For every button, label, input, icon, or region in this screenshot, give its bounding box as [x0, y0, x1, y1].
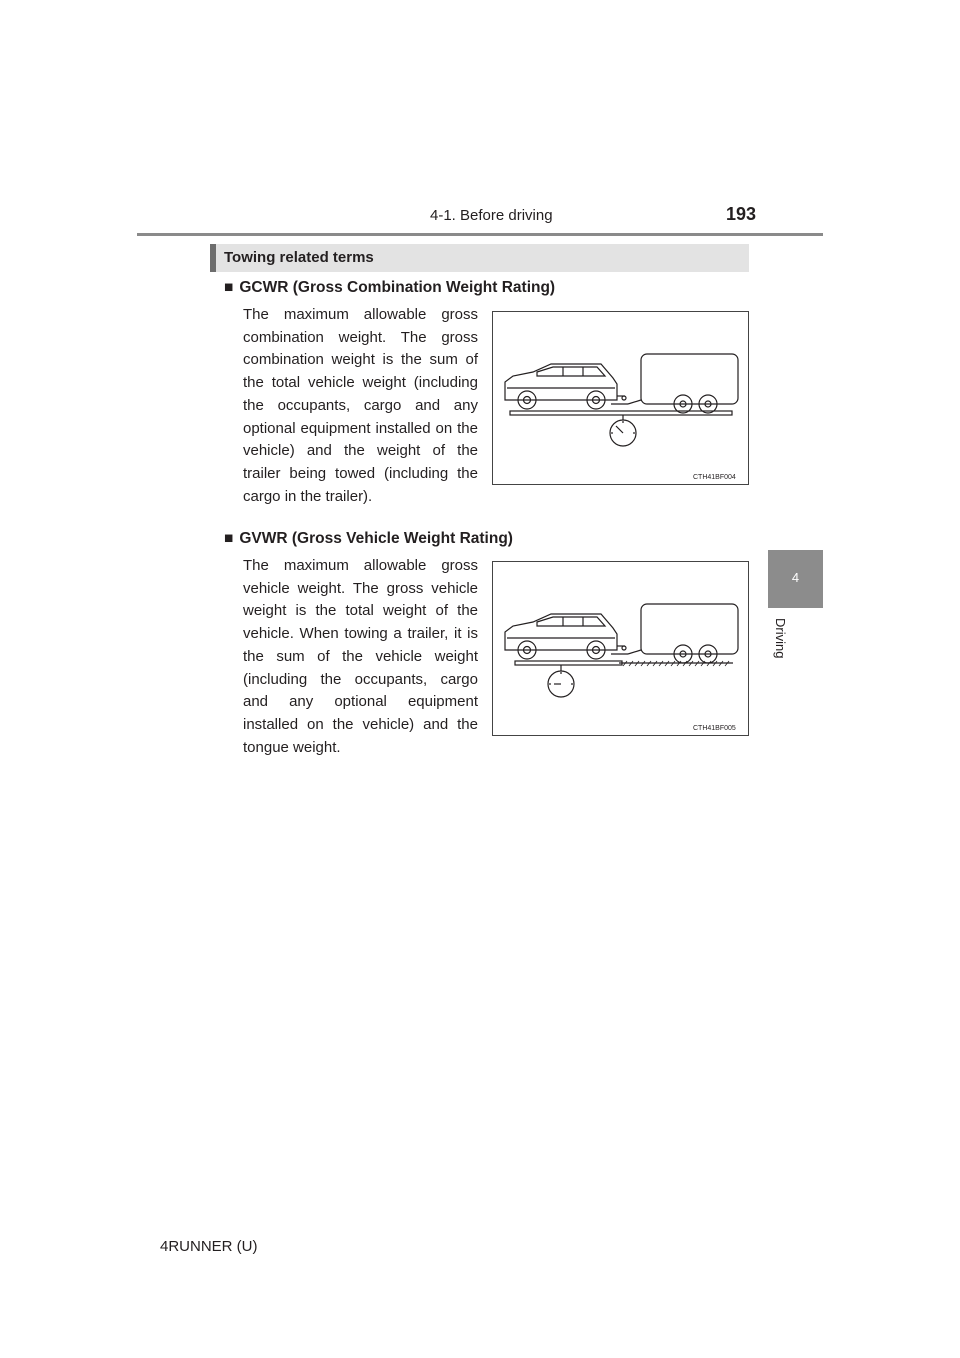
page-number: 193 [726, 204, 757, 224]
vehicle-and-trailer-on-scale-icon [493, 312, 748, 484]
section-header [210, 244, 749, 272]
header-rule [137, 233, 823, 236]
term-body-gcwr: The maximum allowable gross combination weight. The gross combination weight is the sum of the total vehicle weight (including the occupants, cargo and any optional equipment installed on the vehicle) and the weight of the trailer being towed (including the cargo in the trailer). [243, 306, 478, 505]
chapter-name: Driving [773, 618, 788, 659]
section-header-bar [210, 244, 216, 272]
square-bullet-icon: ■ [224, 279, 234, 296]
term-heading-gvwr [224, 530, 513, 548]
figure-gvwr [492, 561, 749, 736]
figure-code: CTH41BF004 [693, 474, 736, 481]
term-heading-text: GVWR (Gross Vehicle Weight Rating) [239, 530, 513, 547]
model-footer: 4RUNNER (U) [160, 1238, 258, 1255]
term-heading-text: GCWR (Gross Combination Weight Rating) [239, 279, 556, 296]
vehicle-only-on-scale-icon [493, 562, 748, 735]
term-heading-gcwr [224, 279, 555, 297]
figure-code: CTH41BF005 [693, 725, 736, 732]
term-body-gvwr: The maximum allowable gross vehicle weight. The gross vehicle weight is the total weight of the vehicle. When towing a trailer, it is the sum of the vehicle weight (including the occupants, cargo and any optional equipment installed on the vehicle) and the tongue weight. [243, 557, 478, 756]
section-label: 4-1. Before driving [430, 207, 553, 224]
figure-gcwr [492, 311, 749, 485]
chapter-tab[interactable] [768, 550, 823, 608]
chapter-number: 4 [791, 570, 800, 585]
square-bullet-icon: ■ [224, 530, 234, 547]
section-title: Towing related terms [224, 249, 374, 266]
